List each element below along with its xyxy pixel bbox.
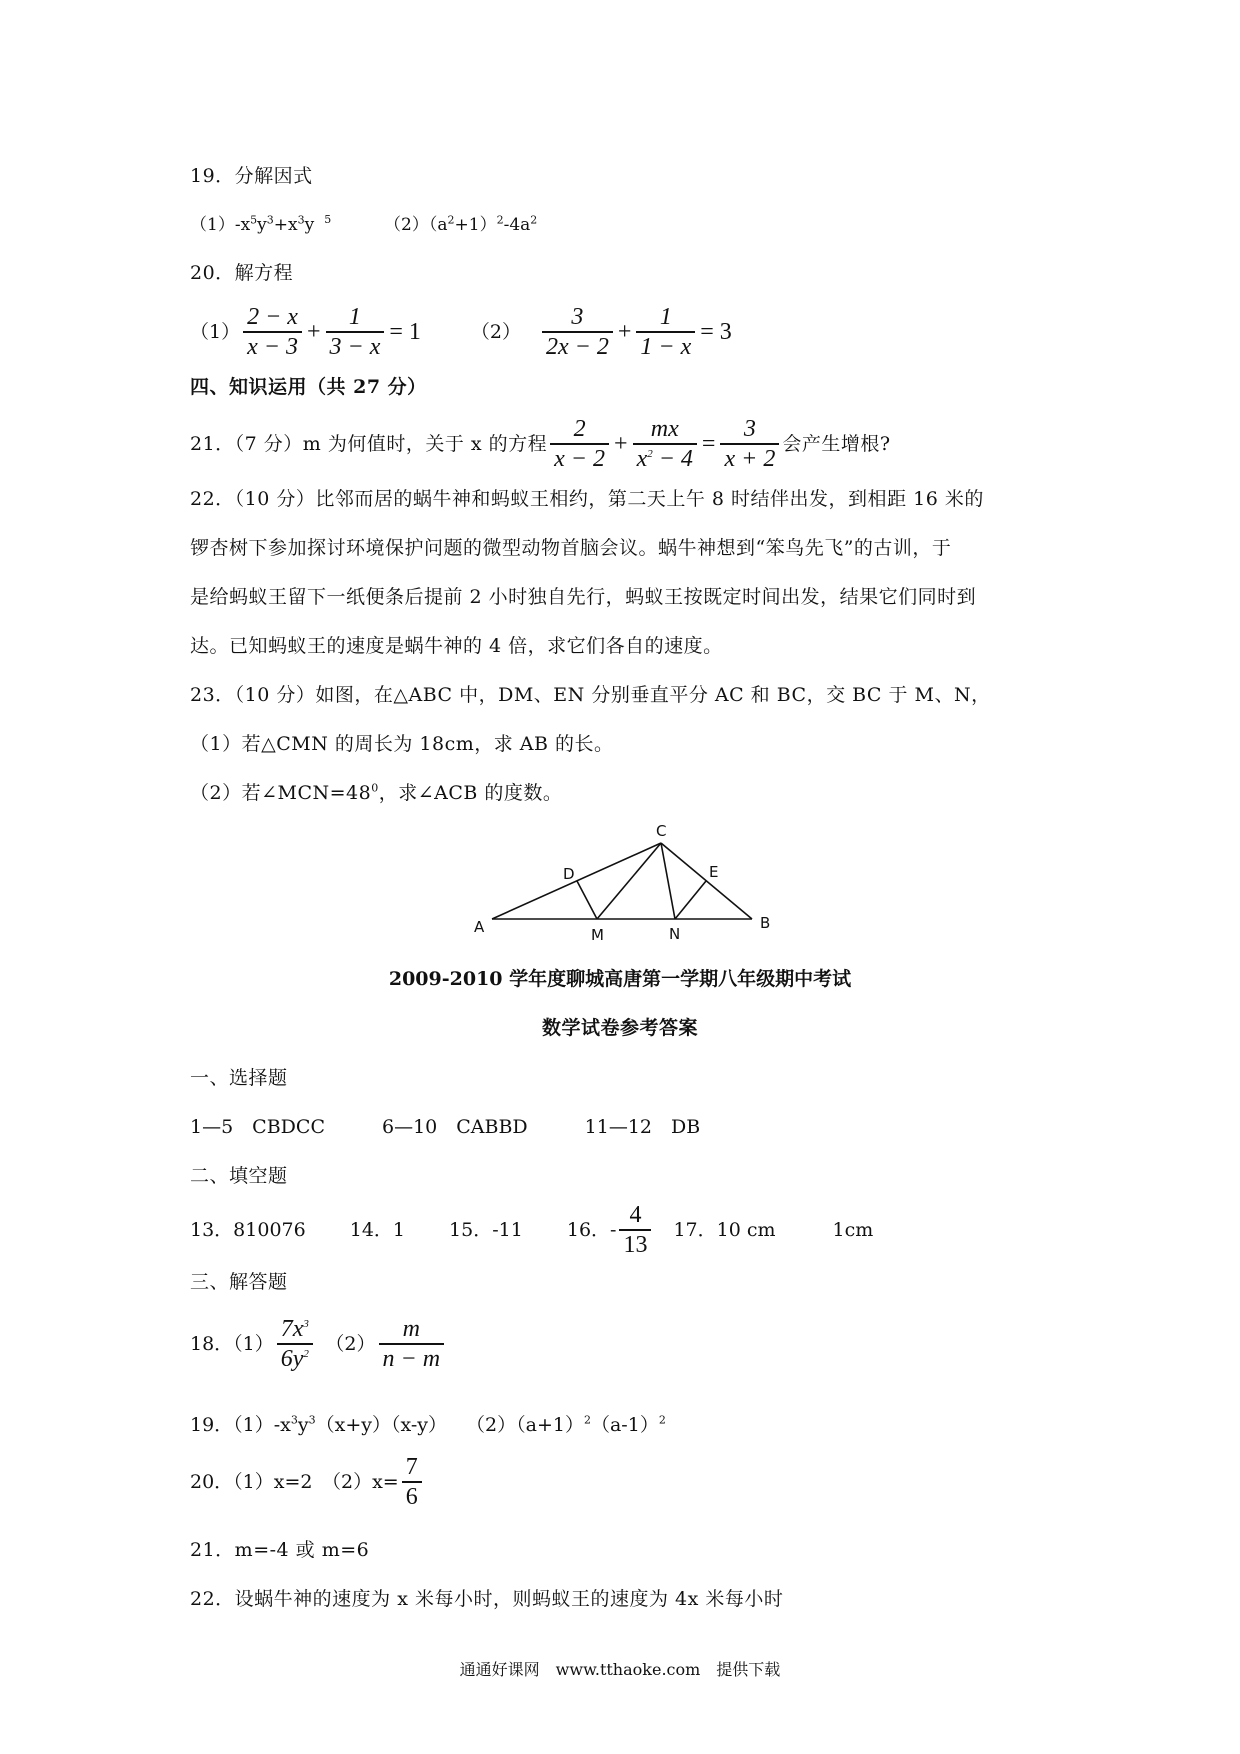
q21-plus: + — [614, 431, 628, 457]
q20-p2-fraction-1: $\frac{3}{2x - 2}$ — [542, 303, 613, 361]
q21-fraction-1: $\frac{2}{x - 2}$ — [550, 415, 609, 473]
answer-section-2: 二、填空题 — [190, 1165, 288, 1187]
vertex-label-m: M — [591, 926, 604, 944]
section-4-heading: 四、知识运用（共 27 分） — [190, 376, 427, 398]
segment-en — [675, 881, 706, 919]
q21-prefix: 21．（7 分）m 为何值时，关于 x 的方程 — [190, 433, 548, 455]
q21-fraction-3: $\frac{3}{x + 2}$ — [720, 415, 779, 473]
segment-cn — [661, 843, 675, 919]
q23-line-2: （1）若△CMN 的周长为 18cm，求 AB 的长。 — [190, 733, 614, 755]
q20-p2-equals: = 3 — [700, 319, 732, 345]
segment-cm — [597, 843, 661, 919]
answer-22: 22．设蜗牛神的速度为 x 米每小时，则蚂蚁王的速度为 4x 米每小时 — [190, 1588, 784, 1610]
q21 — [190, 412, 891, 476]
q21-equals: = — [701, 431, 716, 457]
q21-fraction-2: $\frac{mx}{x^2 - 4}$ — [633, 415, 697, 473]
vertex-label-b: B — [760, 914, 771, 932]
q19-p1-label: （1） — [190, 215, 235, 235]
answer-multiple-choice: 1—5 CBDCC 6—10 CABBD 11—12 DB — [190, 1116, 701, 1138]
answer-18 — [190, 1312, 447, 1376]
answer-fill-in — [190, 1198, 873, 1262]
q20-p1-equals: = 1 — [389, 319, 421, 345]
answer-18-mid: （2） — [315, 1333, 376, 1355]
segment-dm — [577, 881, 597, 919]
segment-ac — [492, 843, 661, 919]
vertex-label-e: E — [709, 863, 719, 881]
answer-18-label: 18．（1） — [190, 1333, 274, 1355]
q19-p2-expr: $(a^2+1)^2-4a^2$ — [428, 213, 538, 235]
triangle-figure — [0, 815, 1240, 955]
q21-suffix: 会产生增根? — [782, 433, 891, 455]
q20-title: 20．解方程 — [190, 262, 294, 284]
q19-parts — [190, 213, 537, 237]
q20-p2-label: （2） — [470, 321, 521, 343]
q20-p2-fraction-2: $\frac{1}{1 - x}$ — [636, 303, 695, 361]
q20-p2-plus: + — [617, 319, 632, 345]
q20-equations — [190, 300, 734, 364]
q19-p2-label: （2） — [384, 215, 429, 235]
answer-20-fraction: $\frac{7}{6}$ — [402, 1453, 422, 1511]
answer-subtitle: 数学试卷参考答案 — [541, 1017, 698, 1039]
answer-20-text: 20．（1）x=2 （2）x= — [190, 1471, 399, 1493]
q22-line-2: 锣杏树下参加探讨环境保护问题的微型动物首脑会议。蜗牛神想到“笨鸟先飞”的古训，于 — [190, 537, 952, 559]
q22-line-4: 达。已知蚂蚁王的速度是蜗牛神的 4 倍，求它们各自的速度。 — [190, 635, 723, 657]
vertex-label-n: N — [669, 925, 681, 943]
answer-20 — [190, 1450, 425, 1514]
q22-line-1: 22．（10 分）比邻而居的蜗牛神和蚂蚁王相约，第二天上午 8 时结伴出发，到相距 16 米的 — [190, 488, 984, 510]
answer-section-3: 三、解答题 — [190, 1271, 288, 1293]
q20-p1-label: （1） — [190, 321, 241, 343]
answer-fill-in-text-1: 13．810076 14．1 15．-11 16．- — [190, 1219, 617, 1241]
answer-title: 2009-2010 学年度聊城高唐第一学期八年级期中考试 — [388, 968, 852, 990]
vertex-label-a: A — [474, 918, 485, 936]
q20-p1-fraction-1: $\frac{2 - x}{x - 3}$ — [243, 303, 302, 361]
answer-18-fraction-2: $\frac{m}{n - m}$ — [379, 1315, 445, 1373]
q19-title: 19．分解因式 — [190, 165, 313, 187]
answer-19: 19．$(1)-x^3y^3(x+y)(x-y)$ $(2)(a+1)^2(a-1)^2$ — [190, 1413, 666, 1436]
answer-section-1: 一、选择题 — [190, 1067, 288, 1089]
q20-p1-plus: + — [306, 319, 321, 345]
segment-bc — [661, 843, 752, 919]
vertex-label-c: C — [656, 822, 667, 840]
vertex-label-d: D — [563, 865, 575, 883]
q23-line-1: 23．（10 分）如图，在△ABC 中，DM、EN 分别垂直平分 AC 和 BC，交 BC 于 M、N， — [190, 684, 991, 706]
answer-21: 21．m=-4 或 m=6 — [190, 1539, 370, 1561]
answer-16-fraction: $\frac{4}{13}$ — [619, 1201, 651, 1259]
answer-fill-in-text-2: 17．10 cm 1cm — [654, 1219, 874, 1241]
q19-p1-expr: $-x^5y^3+x^3y$ $^5$ — [234, 213, 332, 235]
q20-p1-fraction-2: $\frac{1}{3 - x}$ — [326, 303, 385, 361]
q22-line-3: 是给蚂蚁王留下一纸便条后提前 2 小时独自先行，蚂蚁王按既定时间出发，结果它们同时到 — [190, 586, 977, 608]
footer-credit: 通通好课网 www.tthaoke.com 提供下载 — [459, 1660, 781, 1679]
q23-line-3: （2）若$\angle MCN=48^0$，求∠ACB 的度数。 — [190, 781, 563, 804]
answer-18-fraction-1: $\frac{7x^3}{6y^2}$ — [277, 1315, 313, 1373]
